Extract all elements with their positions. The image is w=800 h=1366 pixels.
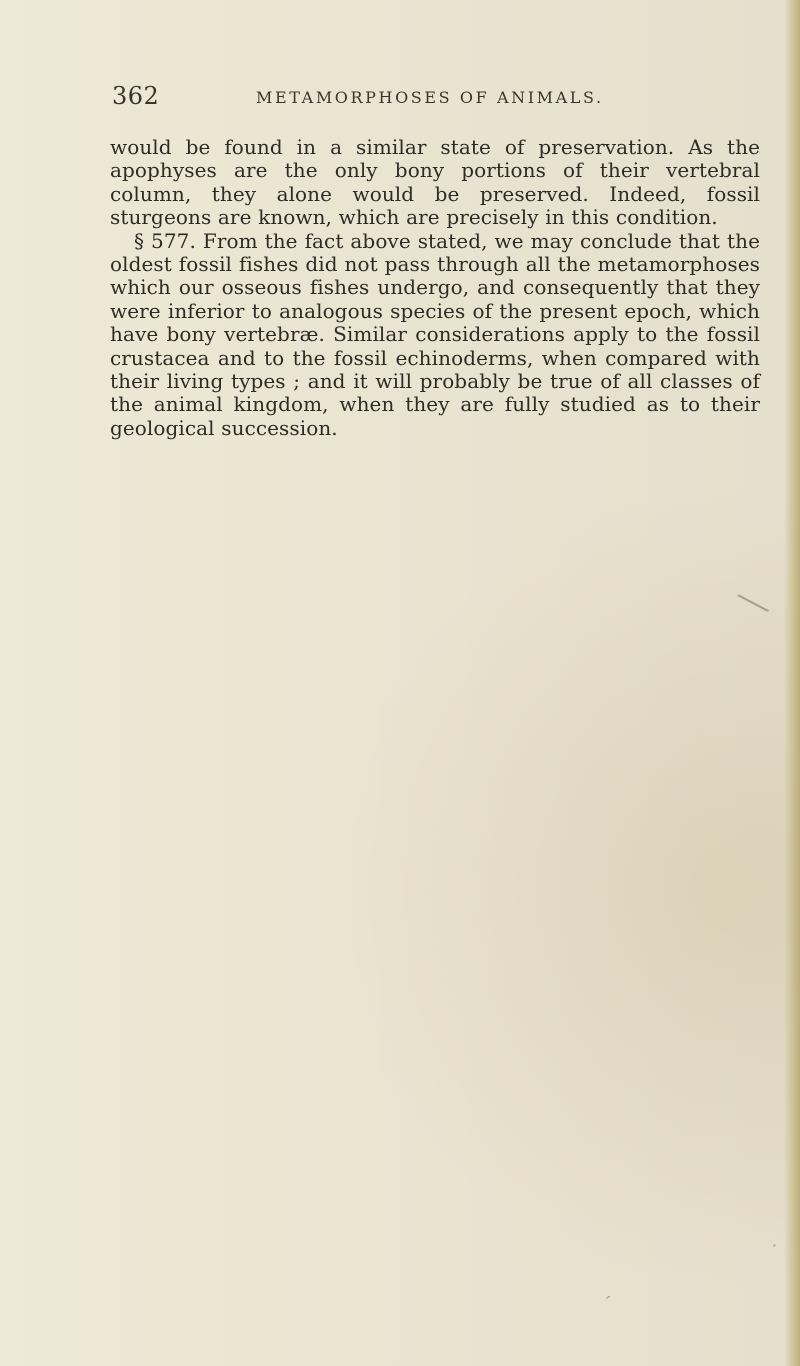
ink-speck-mark: ′ — [600, 1290, 613, 1316]
page-header — [112, 82, 732, 112]
page-number: 362 — [112, 82, 160, 110]
paragraph-2: § 577. From the fact above stated, we may conclude that the oldest fossil fishes did not pass through all the metamorphoses which our osseous fishes undergo, and consequently that they were inferior to analogous species of the present epoch, which have bony vertebræ. Similar considerations apply to the fossil crustacea and to the fossil echinoderms, when compared with their living types ; and it will probably be true of all classes of the animal kingdom, when they are fully studied as to their geological succession. — [110, 228, 760, 440]
paragraph-1: would be found in a similar state of preservation. As the apophyses are the only bony portions of their vertebral column, they alone would be preserved. Indeed, fossil sturgeons are known, which are precisely in this condition. — [110, 135, 760, 230]
running-head: METAMORPHOSES OF ANIMALS. — [256, 88, 604, 107]
paper-mark: ╲ — [738, 587, 769, 621]
page-edge — [784, 0, 800, 1366]
body-text — [110, 136, 760, 440]
page-speck-mark: · — [772, 1236, 778, 1255]
